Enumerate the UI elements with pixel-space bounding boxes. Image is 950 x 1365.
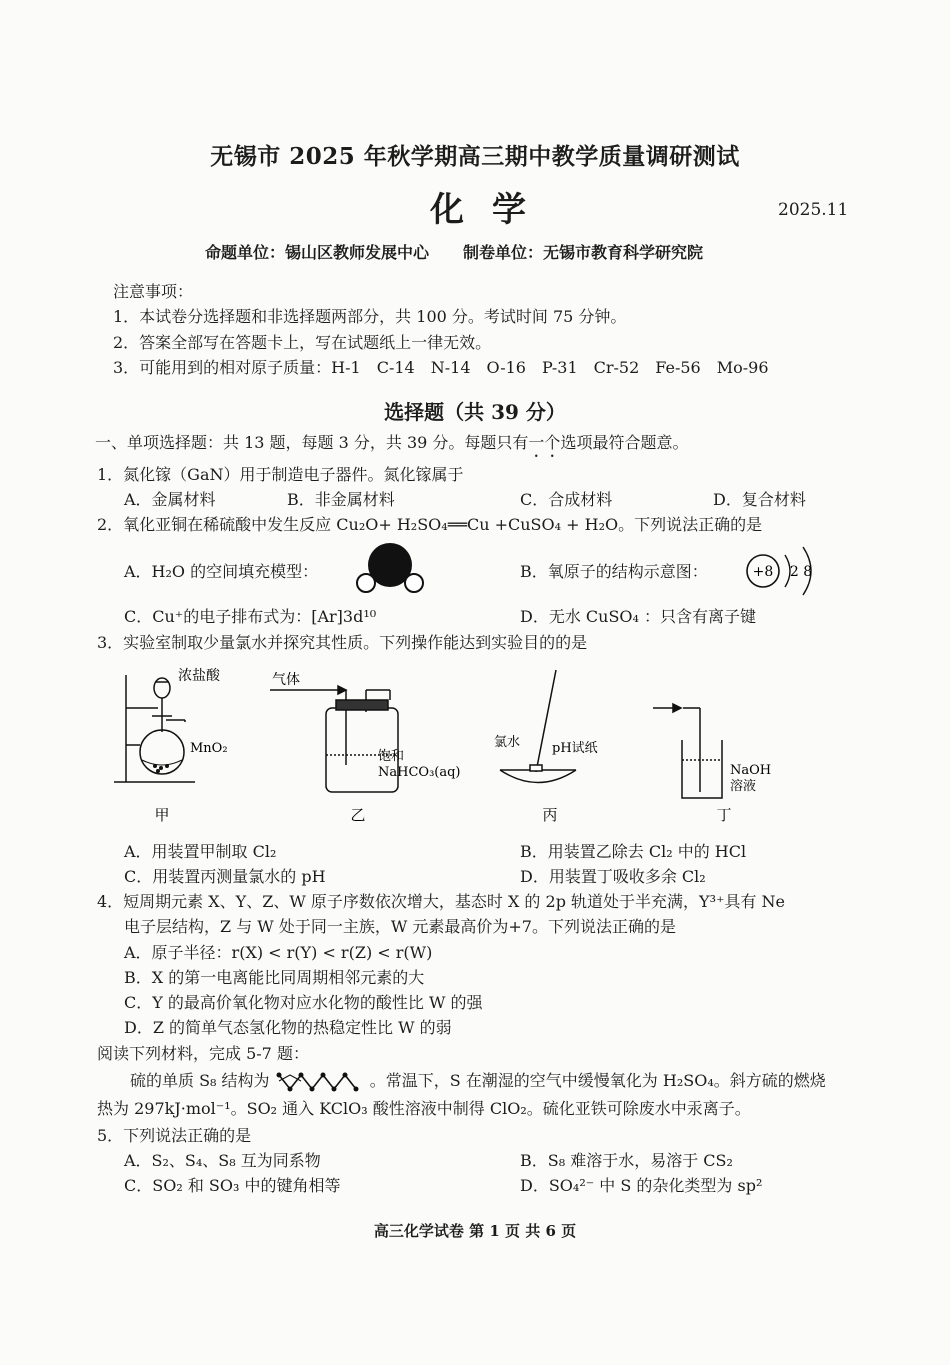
- q2-option-b: B．氧原子的结构示意图：: [520, 562, 708, 581]
- q5-option-a: A．S₂、S₄、S₈ 互为同系物: [124, 1151, 321, 1170]
- label-saturated: 饱和: [378, 749, 405, 764]
- question-2-stem: 2．氧化亚铜在稀硫酸中发生反应 Cu₂O+ H₂SO₄══Cu +CuSO₄ + H₂O。下列说法正确的是: [97, 515, 763, 534]
- apparatus-bing: [500, 670, 576, 783]
- exam-units: [205, 240, 737, 263]
- caption-ding: 丁: [716, 806, 732, 824]
- q3-option-a: A．用装置甲制取 Cl₂: [124, 842, 277, 861]
- setter-unit: 命题单位：锡山区教师发展中心: [205, 243, 430, 262]
- label-ph-paper: pH试纸: [552, 741, 598, 756]
- q4-option-c: C．Y 的最高价氧化物对应水化物的酸性比 W 的强: [124, 993, 483, 1012]
- section-title: 选择题（共 39 分）: [384, 400, 566, 424]
- notice-item: 2．答案全部写在答题卡上，写在试题纸上一律无效。: [113, 333, 492, 352]
- atom-nucleus: +8: [752, 564, 774, 580]
- q1-option-c: C．合成材料: [520, 490, 613, 509]
- exam-date: 2025.11: [778, 200, 849, 220]
- q2-option-a: A．H₂O 的空间填充模型：: [124, 562, 319, 581]
- label-chlorine-water: 氯水: [494, 735, 521, 750]
- q4-option-d: D．Z 的简单气态氢化物的热稳定性比 W 的弱: [124, 1018, 452, 1037]
- label-gas: 气体: [272, 672, 300, 688]
- reading-intro: 阅读下列材料，完成 5-7 题：: [97, 1044, 309, 1063]
- water-space-filling-model: [352, 540, 428, 598]
- question-4-stem-line2: 电子层结构，Z 与 W 处于同一主族，W 元素最高价为+7。下列说法正确的是: [124, 917, 676, 936]
- s8-crown-structure: [275, 1071, 365, 1093]
- q5-option-d: D．SO₄²⁻ 中 S 的杂化类型为 sp²: [520, 1176, 763, 1195]
- experiment-apparatus-figure: [100, 660, 820, 830]
- caption-bing: 丙: [542, 806, 558, 824]
- oxygen-atom-structure-diagram: [745, 545, 830, 597]
- q1-option-d: D．复合材料: [713, 490, 806, 509]
- reading-paragraph-line2: 热为 297kJ·mol⁻¹。SO₂ 通入 KClO₃ 酸性溶液中制得 ClO₂。硫化亚铁可除废水中汞离子。: [97, 1099, 751, 1118]
- q3-option-d: D．用装置丁吸收多余 Cl₂: [520, 867, 706, 886]
- subject-title: 化学: [430, 190, 554, 230]
- label-conc-hcl: 浓盐酸: [178, 668, 220, 684]
- q4-option-b: B．X 的第一电离能比同周期相邻元素的大: [124, 968, 425, 987]
- notice-item: 1．本试卷分选择题和非选择题两部分，共 100 分。考试时间 75 分钟。: [113, 307, 627, 326]
- q5-option-b: B．S₈ 难溶于水，易溶于 CS₂: [520, 1151, 733, 1170]
- reading-text: 硫的单质 S₈ 结构为: [130, 1071, 270, 1090]
- label-nahco3: NaHCO₃(aq): [378, 765, 461, 780]
- caption-yi: 乙: [350, 806, 366, 824]
- q4-option-a: A．原子半径：r(X) < r(Y) < r(Z) < r(W): [124, 943, 433, 962]
- label-mno2: MnO₂: [190, 741, 228, 756]
- apparatus-ding: [653, 704, 722, 798]
- question-5-stem: 5．下列说法正确的是: [97, 1126, 252, 1145]
- q2-option-d: D．无水 CuSO₄ ：只含有离子键: [520, 607, 757, 626]
- reading-text: 。常温下，S 在潮湿的空气中缓慢氧化为 H₂SO₄。斜方硫的燃烧: [369, 1071, 826, 1090]
- question-1-stem: 1．氮化镓（GaN）用于制造电子器件。氮化镓属于: [97, 465, 464, 484]
- notice-item: 3．可能用到的相对原子质量：H-1 C-14 N-14 O-16 P-31 Cr-52 Fe-56 Mo-96: [113, 358, 769, 377]
- caption-jia: 甲: [154, 806, 170, 824]
- reading-paragraph-line1: [130, 1068, 826, 1093]
- q1-option-b: B．非金属材料: [287, 490, 395, 509]
- instruction-emphasis: 一个: [528, 433, 561, 452]
- question-4-stem-line1: 4．短周期元素 X、Y、Z、W 原子序数依次增大，基态时 X 的 2p 轨道处于半充满，Y³⁺具有 Ne: [97, 892, 786, 911]
- instruction-part: 选项最符合题意。: [560, 433, 689, 452]
- q1-option-a: A．金属材料: [124, 490, 216, 509]
- exam-title: 无锡市 2025 年秋学期高三期中教学质量调研测试: [210, 143, 740, 170]
- page-footer: 高三化学试卷 第 1 页 共 6 页: [373, 1222, 577, 1240]
- notice-heading: 注意事项：: [113, 282, 194, 301]
- atom-shells: 2 8: [789, 564, 813, 580]
- printer-unit: 制卷单位：无锡市教育科学研究院: [463, 243, 704, 262]
- q5-option-c: C．SO₂ 和 SO₃ 中的键角相等: [124, 1176, 341, 1195]
- q3-option-b: B．用装置乙除去 Cl₂ 中的 HCl: [520, 842, 747, 861]
- q2-option-c: C．Cu⁺的电子排布式为：[Ar]3d¹⁰: [124, 607, 377, 626]
- question-3-stem: 3．实验室制取少量氯水并探究其性质。下列操作能达到实验目的的是: [97, 633, 588, 652]
- q3-option-c: C．用装置丙测量氯水的 pH: [124, 867, 326, 886]
- label-naoh: NaOH: [730, 763, 772, 778]
- section-instruction: [95, 430, 688, 461]
- label-solution: 溶液: [730, 779, 757, 794]
- instruction-part: 一、单项选择题：共 13 题，每题 3 分，共 39 分。每题只有: [95, 433, 529, 452]
